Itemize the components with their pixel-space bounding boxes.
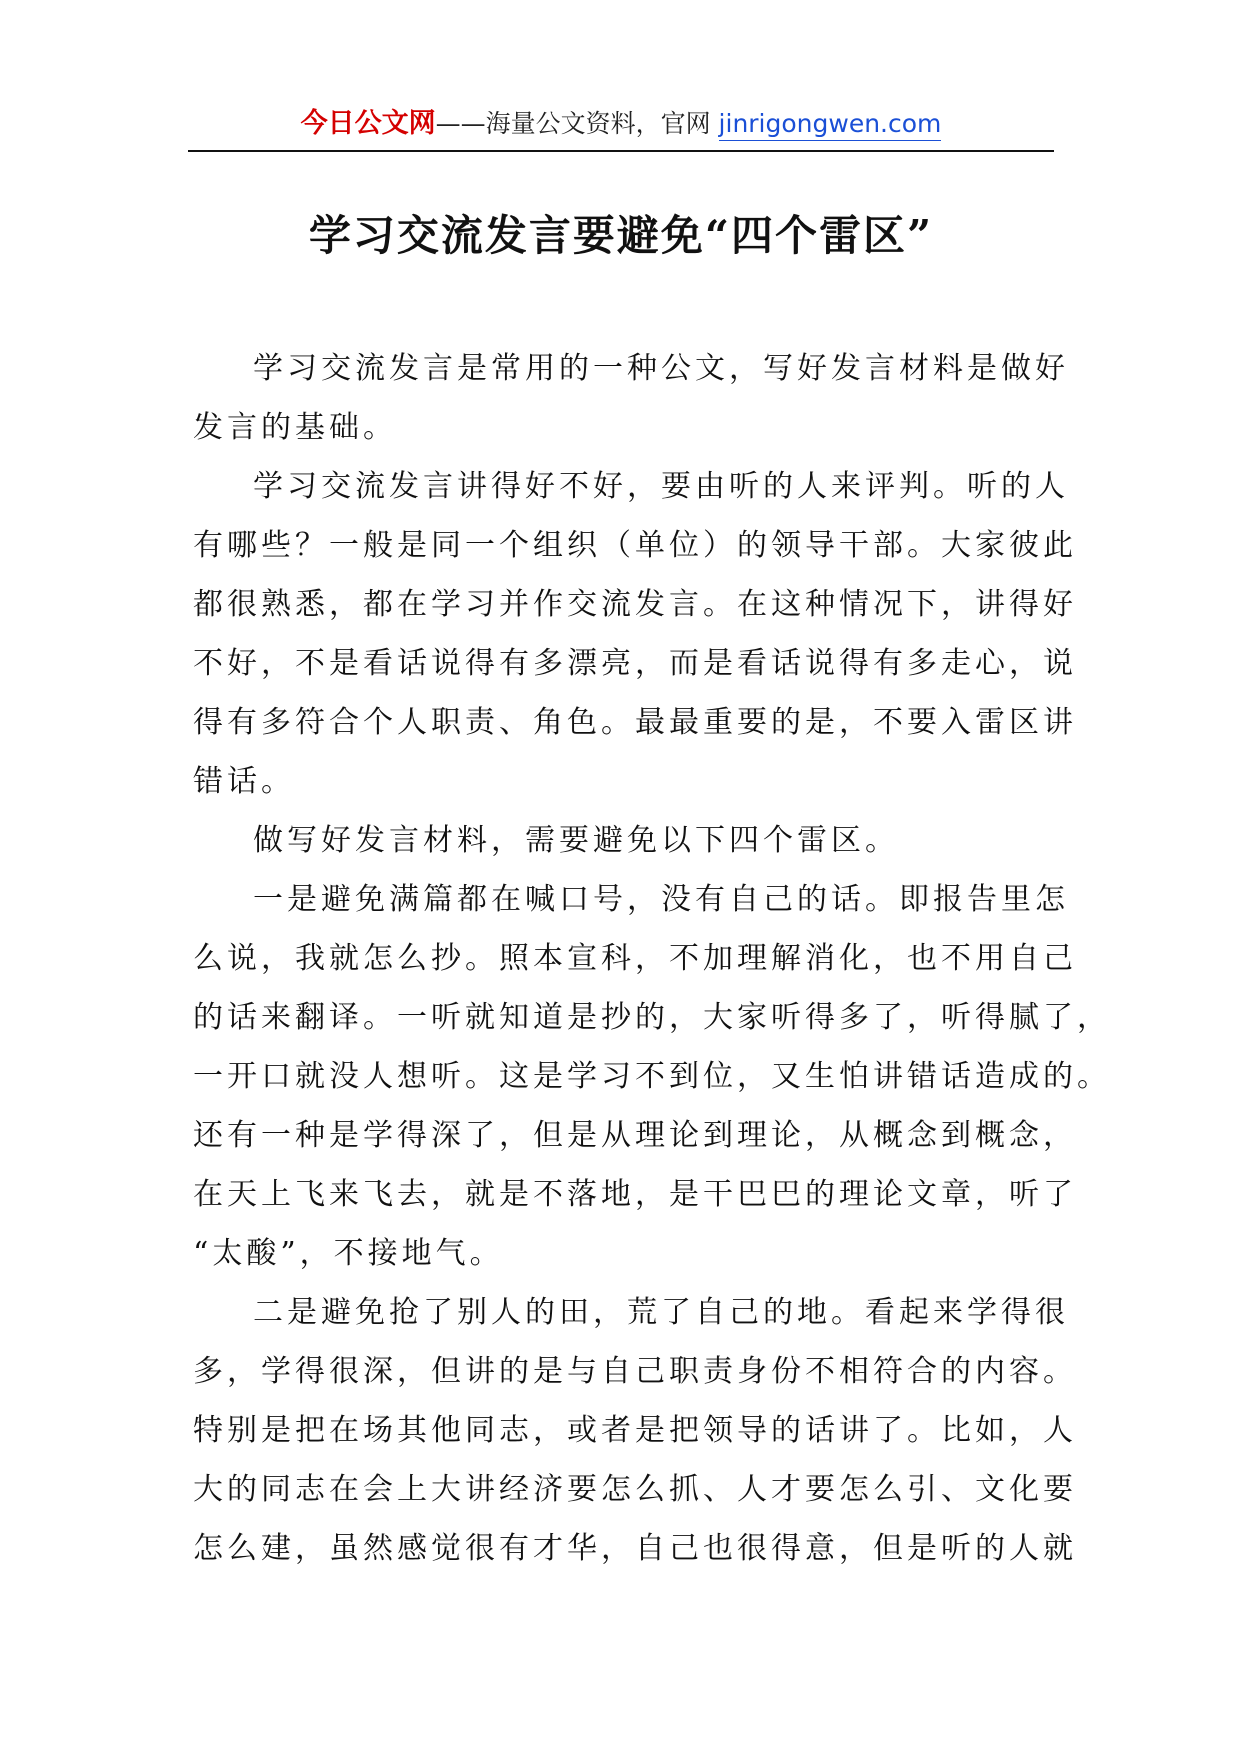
paragraph-line: 发言的基础。 <box>193 410 397 445</box>
site-tagline: ——海量公文资料，官网 <box>435 109 719 138</box>
paragraph-line: 还有一种是学得深了，但是从理论到理论，从概念到概念， <box>193 1118 1077 1153</box>
paragraph-line: 二是避免抢了别人的田，荒了自己的地。看起来学得很 <box>253 1295 1069 1330</box>
paragraph-line: 都很熟悉，都在学习并作交流发言。在这种情况下，讲得好 <box>193 587 1077 622</box>
paragraph-line: 一是避免满篇都在喊口号，没有自己的话。即报告里怎 <box>253 882 1069 917</box>
paragraph-5 <box>193 1283 1077 1578</box>
paragraph-line: 不好，不是看话说得有多漂亮，而是看话说得有多走心，说 <box>193 646 1077 681</box>
document-body <box>193 339 1111 1578</box>
site-header <box>188 104 1054 150</box>
paragraph-2 <box>193 457 1077 811</box>
paragraph-line: 得有多符合个人职责、角色。最最重要的是，不要入雷区讲 <box>193 705 1077 740</box>
paragraph-line: 学习交流发言是常用的一种公文，写好发言材料是做好 <box>253 351 1069 386</box>
paragraph-line: 有哪些？一般是同一个组织（单位）的领导干部。大家彼此 <box>193 528 1077 563</box>
site-url-link[interactable]: jinrigongwen.com <box>719 109 942 141</box>
paragraph-line: 学习交流发言讲得好不好，要由听的人来评判。听的人 <box>253 469 1069 504</box>
paragraph-line: 特别是把在场其他同志，或者是把领导的话讲了。比如，人 <box>193 1413 1077 1448</box>
paragraph-line: 大的同志在会上大讲经济要怎么抓、人才要怎么引、文化要 <box>193 1472 1077 1507</box>
paragraph-3 <box>193 811 1053 870</box>
site-brand: 今日公文网 <box>300 108 436 139</box>
paragraph-line: 的话来翻译。一听就知道是抄的，大家听得多了，听得腻了， <box>193 1000 1111 1035</box>
paragraph-line: 么说，我就怎么抄。照本宣科，不加理解消化，也不用自己 <box>193 941 1077 976</box>
paragraph-line: 多，学得很深，但讲的是与自己职责身份不相符合的内容。 <box>193 1354 1077 1389</box>
paragraph-line: 一开口就没人想听。这是学习不到位，又生怕讲错话造成的。 <box>193 1059 1111 1094</box>
document-title: 学习交流发言要避免“四个雷区” <box>308 211 934 260</box>
paragraph-line: 做写好发言材料，需要避免以下四个雷区。 <box>253 823 899 858</box>
paragraph-4 <box>193 870 1111 1283</box>
paragraph-line: 在天上飞来飞去，就是不落地，是干巴巴的理论文章，听了 <box>193 1177 1077 1212</box>
paragraph-line: 怎么建，虽然感觉很有才华，自己也很得意，但是听的人就 <box>193 1531 1077 1566</box>
header-divider <box>188 150 1054 152</box>
paragraph-line: 错话。 <box>193 764 295 799</box>
paragraph-1 <box>193 339 1069 457</box>
paragraph-line: “太酸”，不接地气。 <box>193 1236 504 1271</box>
